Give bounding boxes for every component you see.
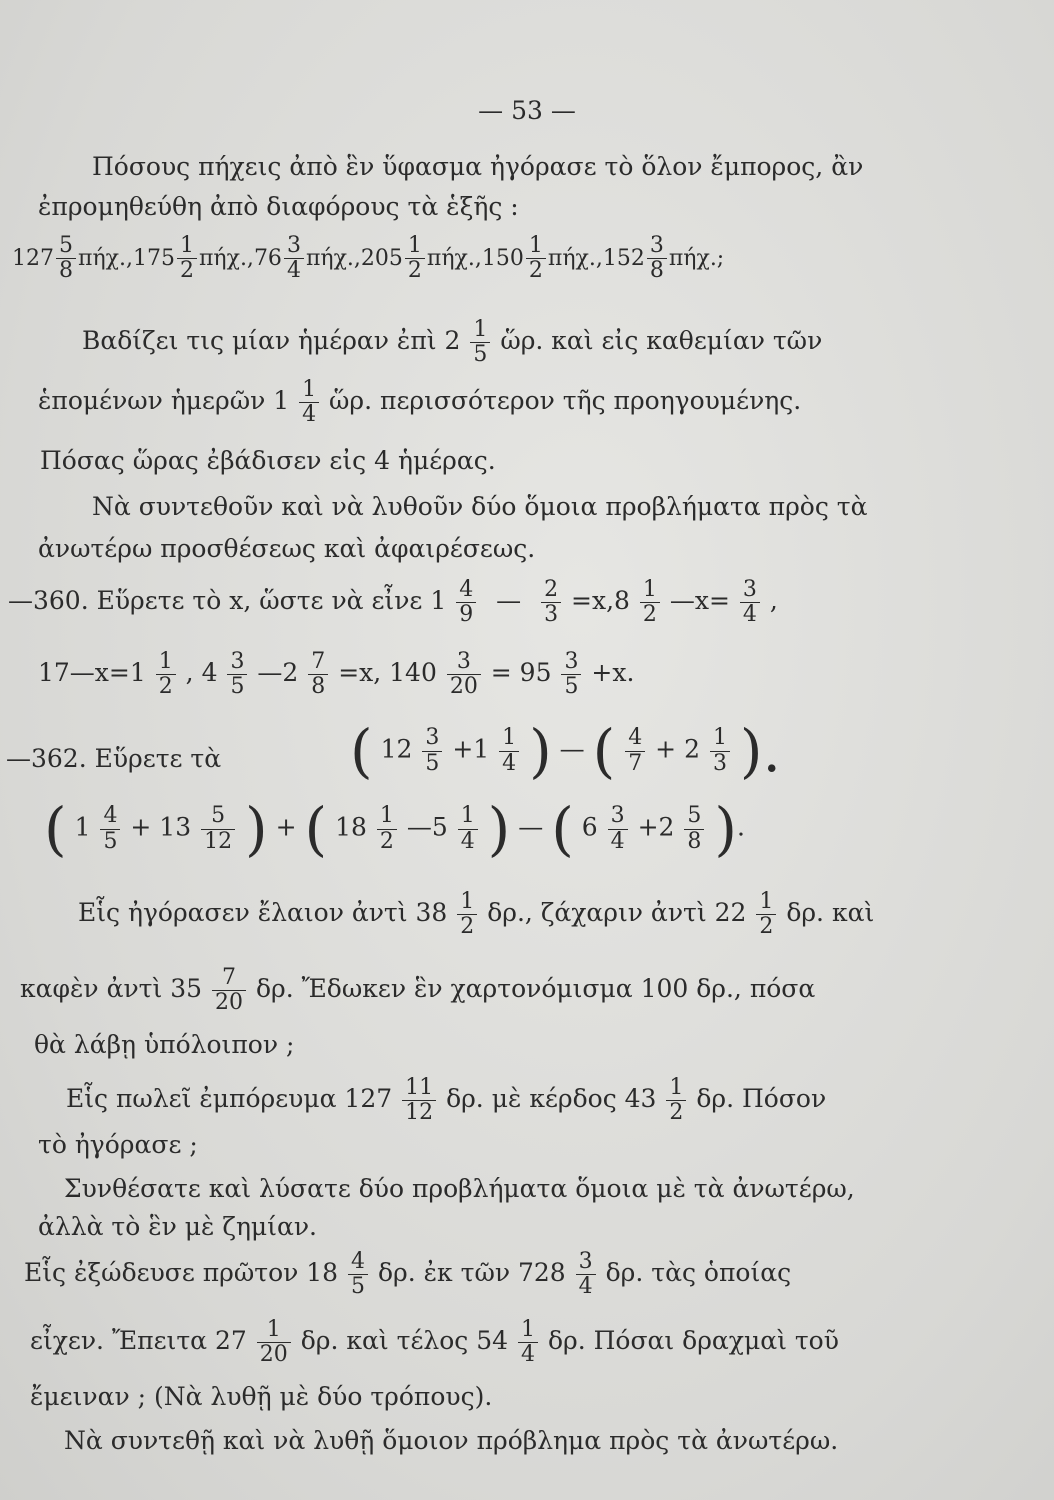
whole-number: 152: [602, 246, 645, 272]
denominator: 2: [177, 258, 197, 283]
unit: πήχ.,: [547, 246, 603, 272]
problem-1-line-1: Πόσους πήχεις ἀπὸ ἓν ὕφασμα ἠγόρασε τὸ ὅλον ἔμπορος, ἂν: [92, 152, 864, 181]
fraction: [299, 378, 319, 427]
denominator: 2: [526, 258, 546, 283]
numerator: 3: [578, 1249, 593, 1274]
operator: —: [518, 812, 544, 842]
denominator: 9: [456, 602, 476, 627]
numerator: 1: [759, 889, 774, 914]
numerator: 5: [59, 233, 73, 258]
denominator: 12: [402, 1100, 436, 1125]
problem-7-line-2: τὸ ἠγόρασε ;: [38, 1130, 198, 1159]
numerator: 4: [103, 803, 118, 829]
numerator: 1: [266, 1317, 281, 1342]
numerator: 3: [286, 233, 301, 258]
problem-9-line-1: [24, 1250, 791, 1299]
paren: ): [487, 795, 511, 863]
numerator: 1: [460, 889, 475, 914]
denominator: 5: [100, 829, 120, 854]
fraction: [348, 1250, 368, 1299]
fraction: [647, 234, 667, 283]
text: +2: [637, 812, 675, 842]
problem-8-line-1: Συνθέσατε καὶ λύσατε δύο προβλήματα ὅμοια μὲ τὰ ἀνωτέρω,: [64, 1174, 855, 1203]
text: ἑπομένων ἡμερῶν 1: [38, 386, 290, 416]
denominator: 3: [541, 602, 561, 627]
denominator: 4: [740, 602, 760, 627]
fraction: [576, 1250, 596, 1299]
fraction: [499, 726, 519, 775]
denominator: 5: [470, 342, 490, 367]
text: =x,8: [571, 586, 630, 616]
fraction: [377, 804, 397, 853]
text: δρ., ζάχαριν ἀντὶ 22: [487, 898, 747, 928]
problem-9-line-3: ἔμειναν ; (Νὰ λυθῇ μὲ δύο τρόπους).: [30, 1382, 493, 1411]
problem-6-line-3: θὰ λάβῃ ὑπόλοιπον ;: [34, 1030, 295, 1059]
numerator: 3: [425, 725, 440, 751]
paren: ): [245, 795, 268, 863]
measure-item: [603, 234, 724, 283]
paren: ): [714, 795, 738, 863]
text: ,: [769, 586, 778, 616]
text: Εἷς ἠγόρασεν ἔλαιον ἀντὶ 38: [78, 898, 448, 928]
text: —5: [406, 812, 448, 842]
numerator: 1: [407, 233, 422, 258]
numerator: 5: [687, 803, 702, 829]
measure-item: [133, 234, 254, 283]
fraction: [227, 650, 247, 699]
numerator: 1: [379, 803, 394, 829]
fraction: [177, 234, 197, 283]
fraction: [458, 804, 478, 853]
fraction: [56, 234, 76, 283]
operator: —: [559, 734, 585, 764]
text: δρ. ἐκ τῶν 728: [378, 1258, 566, 1288]
whole-number: 175: [132, 246, 175, 272]
text: +1: [452, 734, 490, 764]
text: δρ. Ἔδωκεν ἓν χαρτονόμισμα 100 δρ., πόσα: [255, 974, 816, 1004]
problem-10-line-1: Νὰ συντεθῇ καὶ νὰ λυθῇ ὅμοιον πρόβλημα πρὸς τὰ ἀνωτέρω.: [64, 1426, 839, 1455]
text: —360. Εὕρετε τὸ x, ὥστε νὰ εἶνε 1: [8, 586, 447, 616]
numerator: 4: [459, 577, 474, 602]
denominator: 2: [457, 914, 477, 939]
problem-7-line-1: [66, 1076, 826, 1125]
denominator: 7: [625, 751, 645, 776]
whole-number: 150: [481, 246, 524, 272]
text: —2: [257, 658, 299, 688]
text: 17—x=1: [38, 658, 146, 688]
text: Εἷς ἐξώδευσε πρῶτον 18: [24, 1258, 339, 1288]
denominator: 8: [647, 258, 667, 283]
numerator: 3: [230, 649, 245, 674]
whole-number: 127: [12, 246, 54, 272]
paren: ): [529, 717, 552, 785]
problem-2-line-3: Πόσας ὥρας ἐβάδισεν εἰς 4 ἡμέρας.: [40, 446, 496, 475]
fraction: [201, 804, 235, 853]
fraction: [402, 1076, 436, 1125]
fraction: [447, 650, 481, 699]
numerator: 3: [456, 649, 471, 674]
denominator: 4: [576, 1274, 596, 1299]
operator: +: [275, 812, 297, 842]
text: δρ. μὲ κέρδος 43: [446, 1084, 657, 1114]
fraction: [470, 318, 490, 367]
problem-8-line-2: ἀλλὰ τὸ ἓν μὲ ζημίαν.: [38, 1212, 318, 1241]
fraction: [257, 1318, 291, 1367]
denominator: 2: [756, 914, 776, 939]
fraction: [561, 650, 581, 699]
problem-2-line-1: [82, 318, 822, 367]
measure-item: [482, 234, 603, 283]
fraction: [710, 726, 730, 775]
denominator: 8: [56, 258, 76, 283]
page-number: — 53 —: [478, 96, 576, 125]
numerator: 1: [712, 725, 727, 751]
fraction: [457, 890, 477, 939]
problem-2-line-2: [38, 378, 801, 427]
text: καφὲν ἀντὶ 35: [20, 974, 203, 1004]
problem-1-measures: [12, 234, 724, 283]
text: δρ. καὶ: [786, 898, 875, 928]
fraction: [756, 890, 776, 939]
measure-item: [254, 234, 361, 283]
text: 12: [380, 734, 413, 764]
unit: πήχ.,: [426, 246, 482, 272]
fraction: [640, 578, 660, 627]
fraction: [156, 650, 176, 699]
numerator: 1: [669, 1075, 684, 1100]
numerator: 1: [528, 233, 543, 258]
text: , 4: [185, 658, 218, 688]
paren: ).: [739, 717, 781, 785]
denominator: 4: [499, 751, 519, 776]
numerator: 1: [642, 577, 657, 602]
measure-item: [12, 234, 133, 283]
numerator: 1: [473, 317, 488, 342]
paren: (: [592, 717, 616, 785]
unit: πήχ.;: [668, 246, 725, 272]
numerator: 5: [211, 803, 226, 829]
problem-6-line-1: [78, 890, 874, 939]
text: 6: [581, 812, 598, 842]
problem-360-line-2: [38, 650, 634, 699]
text: εἶχεν. Ἔπειτα 27: [30, 1326, 247, 1356]
denominator: 2: [405, 258, 425, 283]
text: +x.: [591, 658, 635, 688]
denominator: 5: [561, 674, 581, 699]
fraction: [740, 578, 760, 627]
denominator: 12: [201, 829, 235, 854]
denominator: 5: [227, 674, 247, 699]
unit: πήχ.,: [78, 246, 133, 272]
denominator: 4: [299, 402, 319, 427]
fraction: [684, 804, 704, 853]
fraction: [526, 234, 546, 283]
problem-6-line-2: [20, 966, 815, 1015]
denominator: 2: [156, 674, 176, 699]
whole-number: 205: [360, 246, 403, 272]
text: .: [737, 812, 745, 842]
paren: (: [551, 795, 574, 863]
paren: (: [304, 795, 328, 863]
measure-item: [361, 234, 482, 283]
denominator: 8: [684, 829, 704, 854]
text: δρ. Πόσον: [696, 1084, 827, 1114]
text: ὥρ. περισσότερον τῆς προηγουμένης.: [329, 386, 802, 416]
fraction: [284, 234, 304, 283]
denominator: 3: [710, 751, 730, 776]
text: ὥρ. καὶ εἰς καθεμίαν τῶν: [500, 326, 823, 356]
denominator: 5: [422, 751, 442, 776]
numerator: 1: [302, 377, 317, 402]
text: 1: [74, 812, 91, 842]
text: 18: [335, 812, 367, 842]
text: = 95: [490, 658, 552, 688]
text: + 13: [130, 812, 192, 842]
denominator: 8: [308, 674, 328, 699]
denominator: 4: [608, 829, 628, 854]
numerator: 7: [222, 965, 236, 990]
text: δρ. Πόσαι δραχμαὶ τοῦ: [547, 1326, 839, 1356]
fraction: [422, 726, 442, 775]
numerator: 7: [311, 649, 326, 674]
fraction: [308, 650, 328, 699]
numerator: 1: [521, 1317, 536, 1342]
fraction: [456, 578, 476, 627]
denominator: 5: [348, 1274, 368, 1299]
text: δρ. τὰς ὁποίας: [605, 1258, 792, 1288]
fraction: [405, 234, 425, 283]
paren: (: [44, 795, 67, 863]
fraction: [212, 966, 246, 1015]
text: =x, 140: [338, 658, 437, 688]
fraction: [100, 804, 120, 853]
numerator: 4: [351, 1249, 366, 1274]
unit: πήχ.,: [198, 246, 254, 272]
paren: (: [350, 717, 373, 785]
numerator: 11: [405, 1075, 434, 1100]
operator: —: [496, 586, 522, 616]
unit: πήχ.,: [305, 246, 361, 272]
fraction: [608, 804, 628, 853]
fraction: [518, 1318, 538, 1367]
problem-1-line-2: ἐπρομηθεύθη ἀπὸ διαφόρους τὰ ἑξῆς :: [38, 192, 519, 221]
denominator: 20: [447, 674, 481, 699]
fraction: [541, 578, 561, 627]
numerator: 3: [649, 233, 664, 258]
problem-362-expression-1: [350, 717, 781, 785]
text: Εἷς πωλεῖ ἐμπόρευμα 127: [66, 1084, 393, 1114]
problem-362-expression-2: [44, 795, 745, 863]
text: + 2: [655, 734, 700, 764]
numerator: 1: [179, 233, 194, 258]
denominator: 2: [377, 829, 397, 854]
numerator: 1: [502, 725, 517, 751]
numerator: 3: [610, 803, 625, 829]
denominator: 2: [666, 1100, 686, 1125]
numerator: 1: [460, 803, 475, 829]
numerator: 3: [742, 577, 757, 602]
numerator: 1: [158, 649, 173, 674]
fraction: [666, 1076, 686, 1125]
problem-360-line-1: [8, 578, 778, 627]
problem-9-line-2: [30, 1318, 839, 1367]
denominator: 4: [518, 1342, 538, 1367]
problem-3-line-2: ἀνωτέρω προσθέσεως καὶ ἀφαιρέσεως.: [38, 534, 536, 563]
denominator: 2: [640, 602, 660, 627]
whole-number: 76: [253, 246, 282, 272]
numerator: 3: [564, 649, 579, 674]
denominator: 4: [284, 258, 304, 283]
denominator: 4: [458, 829, 478, 854]
problem-362-label: —362. Εὕρετε τὰ: [6, 744, 222, 773]
text: Βαδίζει τις μίαν ἡμέραν ἐπὶ 2: [82, 326, 461, 356]
text: —x=: [669, 586, 730, 616]
fraction: [625, 726, 645, 775]
numerator: 2: [544, 577, 559, 602]
problem-3-line-1: Νὰ συντεθοῦν καὶ νὰ λυθοῦν δύο ὅμοια προβλήματα πρὸς τὰ: [92, 492, 868, 521]
numerator: 4: [628, 725, 643, 751]
denominator: 20: [257, 1342, 291, 1367]
text: δρ. καὶ τέλος 54: [300, 1326, 509, 1356]
denominator: 20: [212, 990, 246, 1015]
